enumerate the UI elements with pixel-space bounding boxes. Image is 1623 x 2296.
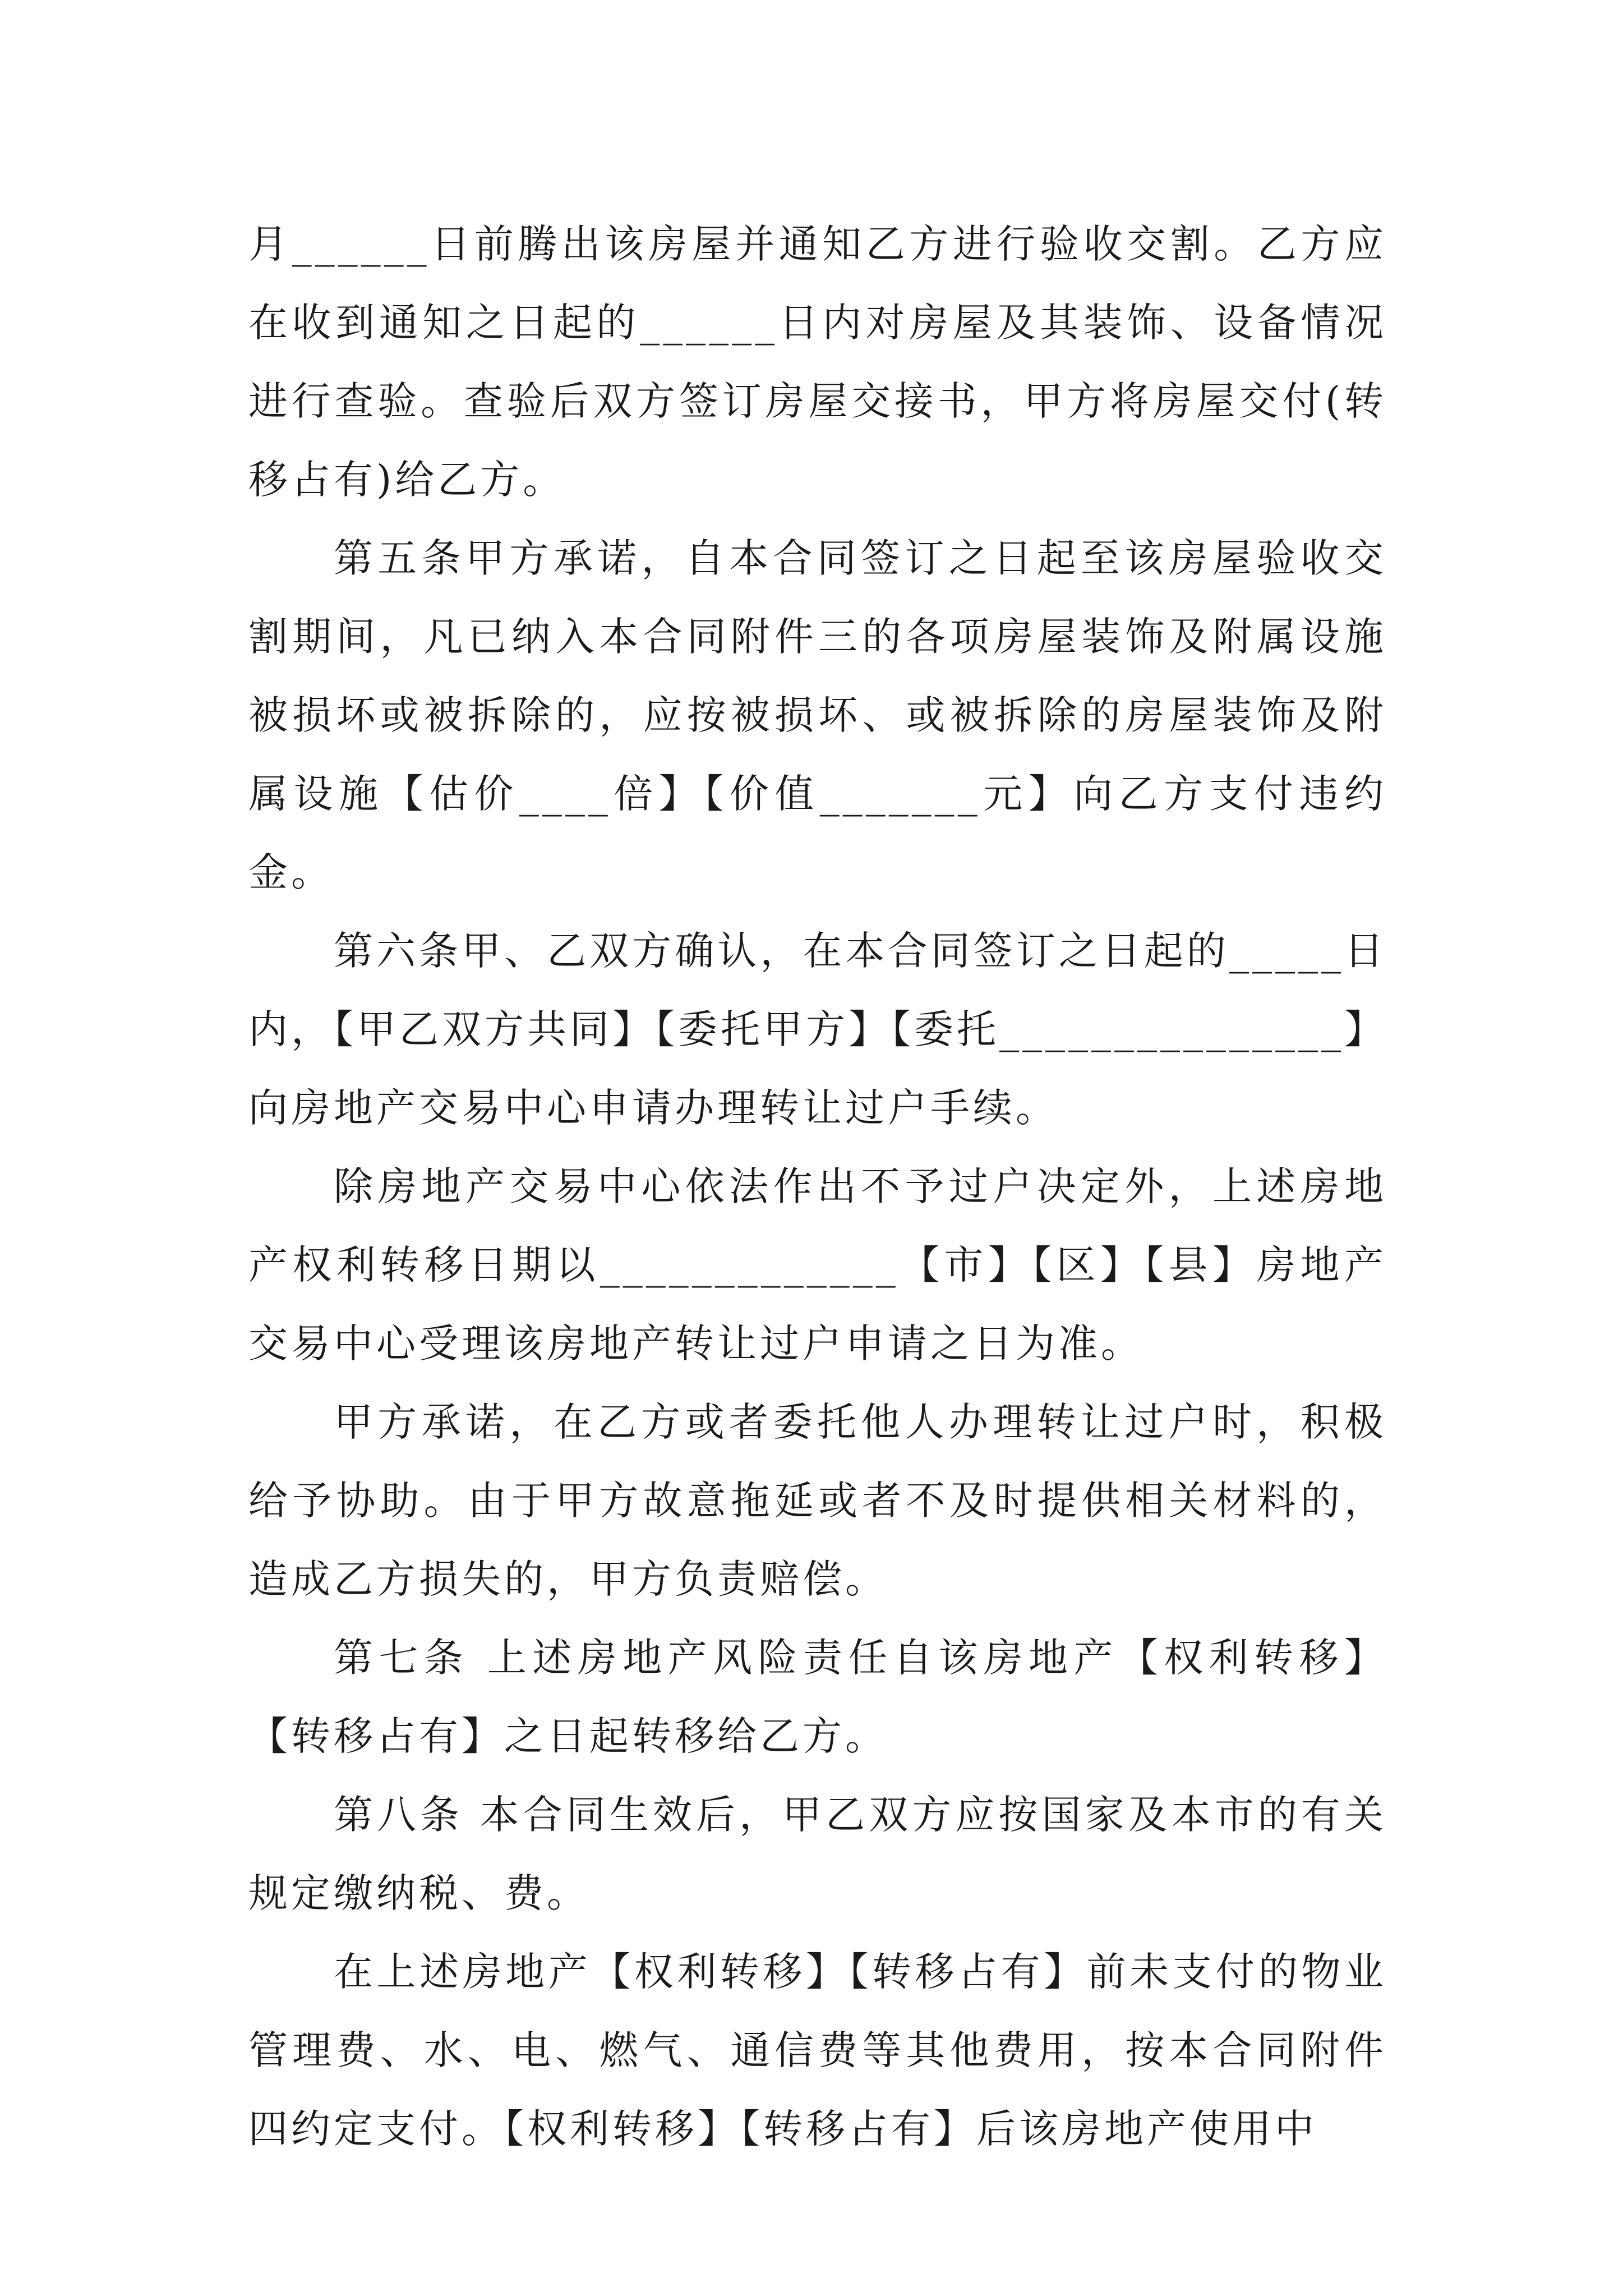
paragraph-party-a-assistance: 甲方承诺，在乙方或者委托他人办理转让过户时，积极给予协助。由于甲方故意拖延或者不及时提供相关材料的，造成乙方损失的，甲方负责赔偿。 [248, 1399, 1387, 1602]
paragraph-article-6: 第六条甲、乙双方确认，在本合同签订之日起的_____日内，【甲乙双方共同】【委托甲方】【委托_______________】向房地产交易中心申请办理转让过户手续。 [248, 928, 1387, 1131]
paragraph-article-7: 第七条 上述房地产风险责任自该房地产【权利转移】【转移占有】之日起转移给乙方。 [248, 1635, 1387, 1759]
contract-body [248, 205, 1387, 2168]
paragraph-article-8: 第八条 本合同生效后，甲乙双方应按国家及本市的有关规定缴纳税、费。 [248, 1792, 1387, 1916]
paragraph-article-5: 第五条甲方承诺，自本合同签订之日起至该房屋验收交割期间，凡已纳入本合同附件三的各项房屋装饰及附属设施被损坏或被拆除的，应按被损坏、或被拆除的房屋装饰及附属设施【估价____倍】【价值_______元】向乙方支付违约金。 [248, 535, 1387, 895]
paragraph-transfer-date: 除房地产交易中心依法作出不予过户决定外，上述房地产权利转移日期以_____________【市】【区】【县】房地产交易中心受理该房地产转让过户申请之日为准。 [248, 1163, 1387, 1366]
paragraph-handover-inspection: 月______日前腾出该房屋并通知乙方进行验收交割。乙方应在收到通知之日起的______日内对房屋及其装饰、设备情况进行查验。查验后双方签订房屋交接书，甲方将房屋交付(转移占有)给乙方。 [248, 221, 1387, 503]
paragraph-fees: 在上述房地产【权利转移】【转移占有】前未支付的物业管理费、水、电、燃气、通信费等其他费用，按本合同附件四约定支付。【权利转移】【转移占有】后该房地产使用中 [248, 1949, 1387, 2152]
